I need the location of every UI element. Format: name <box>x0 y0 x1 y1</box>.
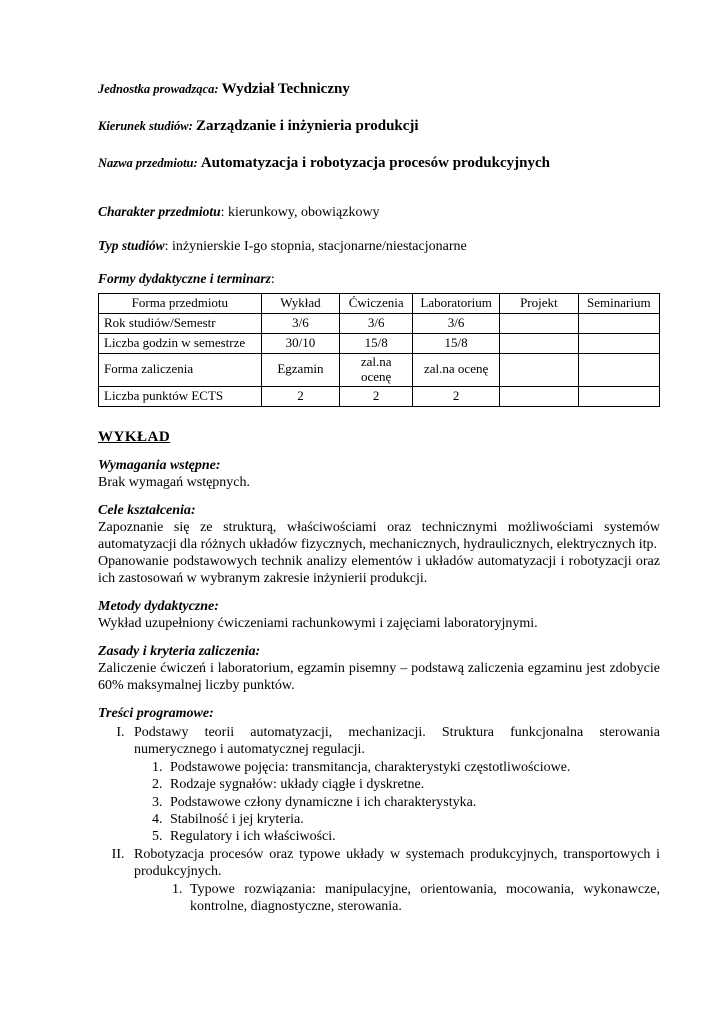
program-item-text: Robotyzacja procesów oraz typowe układy w systemach produkcyjnych, transportowych i produkcyjnych. <box>134 846 660 879</box>
table-cell-0-3 <box>500 313 579 333</box>
table-cell-1-2: 15/8 <box>413 333 500 353</box>
table-cell-0-2: 3/6 <box>413 313 500 333</box>
section-prerequisites <box>98 458 660 491</box>
table-row-header-0: Rok studiów/Semestr <box>99 313 262 333</box>
section-heading-text: Metody dydaktyczne: <box>98 599 219 615</box>
table-cell-3-0: 2 <box>261 386 340 406</box>
section-program <box>98 706 660 915</box>
section-heading-grading <box>98 644 660 660</box>
section-body-methods: Wykład uzupełniony ćwiczeniami rachunkowymi i zajęciami laboratoryjnymi. <box>98 616 538 632</box>
section-heading-text: Treści programowe <box>98 706 210 722</box>
section-heading-prerequisites <box>98 458 660 474</box>
course-forms-table <box>98 293 660 407</box>
table-cell-3-3 <box>500 386 579 406</box>
list-item <box>128 724 660 845</box>
meta-line-studytype <box>98 238 660 256</box>
header-value-unit: Wydział Techniczny <box>221 81 350 97</box>
section-body-goals-1: Zapoznanie się ze strukturą, właściwościami oraz technicznymi możliwościami systemów automatyzacji dla różnych układów fizycznych, mechanicznych, hydraulicznych, elektrycznych itp. <box>98 519 660 552</box>
table-header-row <box>99 293 660 313</box>
header-sep-unit: : <box>214 82 222 96</box>
meta-value-character: : kierunkowy, obowiązkowy <box>220 205 380 221</box>
table-cell-2-2: zal.na ocenę <box>413 353 500 386</box>
table-row <box>99 333 660 353</box>
table-cell-2-0: Egzamin <box>261 353 340 386</box>
meta-label-studytype: Typ studiów <box>98 237 165 253</box>
section-methods <box>98 599 660 632</box>
table-cell-2-4 <box>578 353 659 386</box>
meta-value-studytype: : inżynierskie I-go stopnia, stacjonarne/niestacjonarne <box>164 238 467 254</box>
table-cell-0-1: 3/6 <box>340 313 413 333</box>
table-cell-2-3 <box>500 353 579 386</box>
table-row <box>99 313 660 333</box>
meta-value-forms: : <box>270 272 275 288</box>
table-col-header-1: Wykład <box>261 293 340 313</box>
section-heading-sep: : <box>209 706 214 722</box>
meta-label-forms: Formy dydaktyczne i terminarz <box>98 271 271 287</box>
table-col-header-4: Projekt <box>500 293 579 313</box>
program-sublist <box>134 881 660 915</box>
list-item: 2. Rodzaje sygnałów: układy ciągłe i dyskretne. <box>166 776 660 793</box>
table-cell-3-4 <box>578 386 659 406</box>
header-label-unit: Jednostka prowadząca <box>98 82 215 96</box>
table-cell-1-4 <box>578 333 659 353</box>
program-sublist <box>134 759 660 844</box>
meta-label-character: Charakter przedmiotu <box>98 204 221 220</box>
program-list <box>98 724 660 915</box>
header-line-unit <box>98 80 660 99</box>
table-col-header-3: Laboratorium <box>413 293 500 313</box>
table-cell-1-0: 30/10 <box>261 333 340 353</box>
list-item: 1. Podstawowe pojęcia: transmitancja, charakterystyki częstotliwościowe. <box>166 759 660 776</box>
table-cell-2-1: zal.na ocenę <box>340 353 413 386</box>
header-label-subject: Nazwa przedmiotu <box>98 155 194 170</box>
section-heading-program <box>98 706 660 722</box>
table-row-header-3: Liczba punktów ECTS <box>99 386 262 406</box>
section-body-prerequisites: Brak wymagań wstępnych. <box>98 474 251 490</box>
table-col-header-2: Ćwiczenia <box>340 293 413 313</box>
header-line-field <box>98 117 660 136</box>
section-heading-sep: : <box>215 457 221 473</box>
meta-line-character <box>98 204 660 222</box>
list-item: 5. Regulatory i ich właściwości. <box>166 828 660 845</box>
section-heading-text: Wymagania wstępne <box>98 457 216 473</box>
section-body-grading: Zaliczenie ćwiczeń i laboratorium, egzamin pisemny – podstawą zaliczenia egzaminu jest zdobycie 60% maksymalnej liczby punktów. <box>98 661 660 694</box>
section-heading-goals <box>98 503 660 519</box>
table-cell-0-0: 3/6 <box>261 313 340 333</box>
section-heading-text: Zasady i kryteria zaliczenia <box>98 644 256 660</box>
table-cell-1-3 <box>500 333 579 353</box>
table-col-header-5: Seminarium <box>578 293 659 313</box>
header-value-field: Zarządzanie i inżynieria produkcji <box>195 117 419 134</box>
section-grading <box>98 644 660 694</box>
table-row-header-2: Forma zaliczenia <box>99 353 262 386</box>
table-row <box>99 386 660 406</box>
header-spacer <box>98 190 660 204</box>
section-heading-text: Cele kształcenia <box>98 502 191 518</box>
table-cell-3-2: 2 <box>413 386 500 406</box>
table-cell-1-1: 15/8 <box>340 333 413 353</box>
list-item: 4. Stabilność i jej kryteria. <box>166 811 660 828</box>
list-item: 3. Podstawowe człony dynamiczne i ich charakterystyka. <box>166 794 660 811</box>
section-goals <box>98 503 660 587</box>
meta-line-forms <box>98 271 660 289</box>
table-row <box>99 353 660 386</box>
table-row-header-1: Liczba godzin w semestrze <box>99 333 262 353</box>
table-cell-0-4 <box>578 313 659 333</box>
section-heading-methods <box>98 599 660 615</box>
header-label-field: Kierunek studiów <box>98 118 189 133</box>
program-item-text: Podstawy teorii automatyzacji, mechanizacji. Struktura funkcjonalna sterowania numerycznego i automatycznej regulacji. <box>134 725 660 758</box>
header-sep-field: : <box>188 118 196 133</box>
list-item <box>128 846 660 915</box>
section-heading-sep: : <box>255 644 261 660</box>
page-title: WYKŁAD <box>98 428 171 445</box>
section-heading-sep: : <box>190 502 196 518</box>
section-body-goals-2: Opanowanie podstawowych technik analizy elementów i układów automatyzacji i robotyzacji oraz ich zastosowań w wybranym zakresie inżynierii produkcji. <box>98 553 660 586</box>
header-line-subject <box>98 154 660 173</box>
table-cell-3-1: 2 <box>340 386 413 406</box>
header-value-subject: Automatyzacja i robotyzacja procesów produkcyjnych <box>200 154 550 171</box>
header-sep-subject: : <box>193 155 201 170</box>
table-col-header-0: Forma przedmiotu <box>99 293 262 313</box>
list-item: 1. Typowe rozwiązania: manipulacyjne, orientowania, mocowania, wykonawcze, kontrolne, diagnostyczne, sterowania. <box>186 881 660 915</box>
